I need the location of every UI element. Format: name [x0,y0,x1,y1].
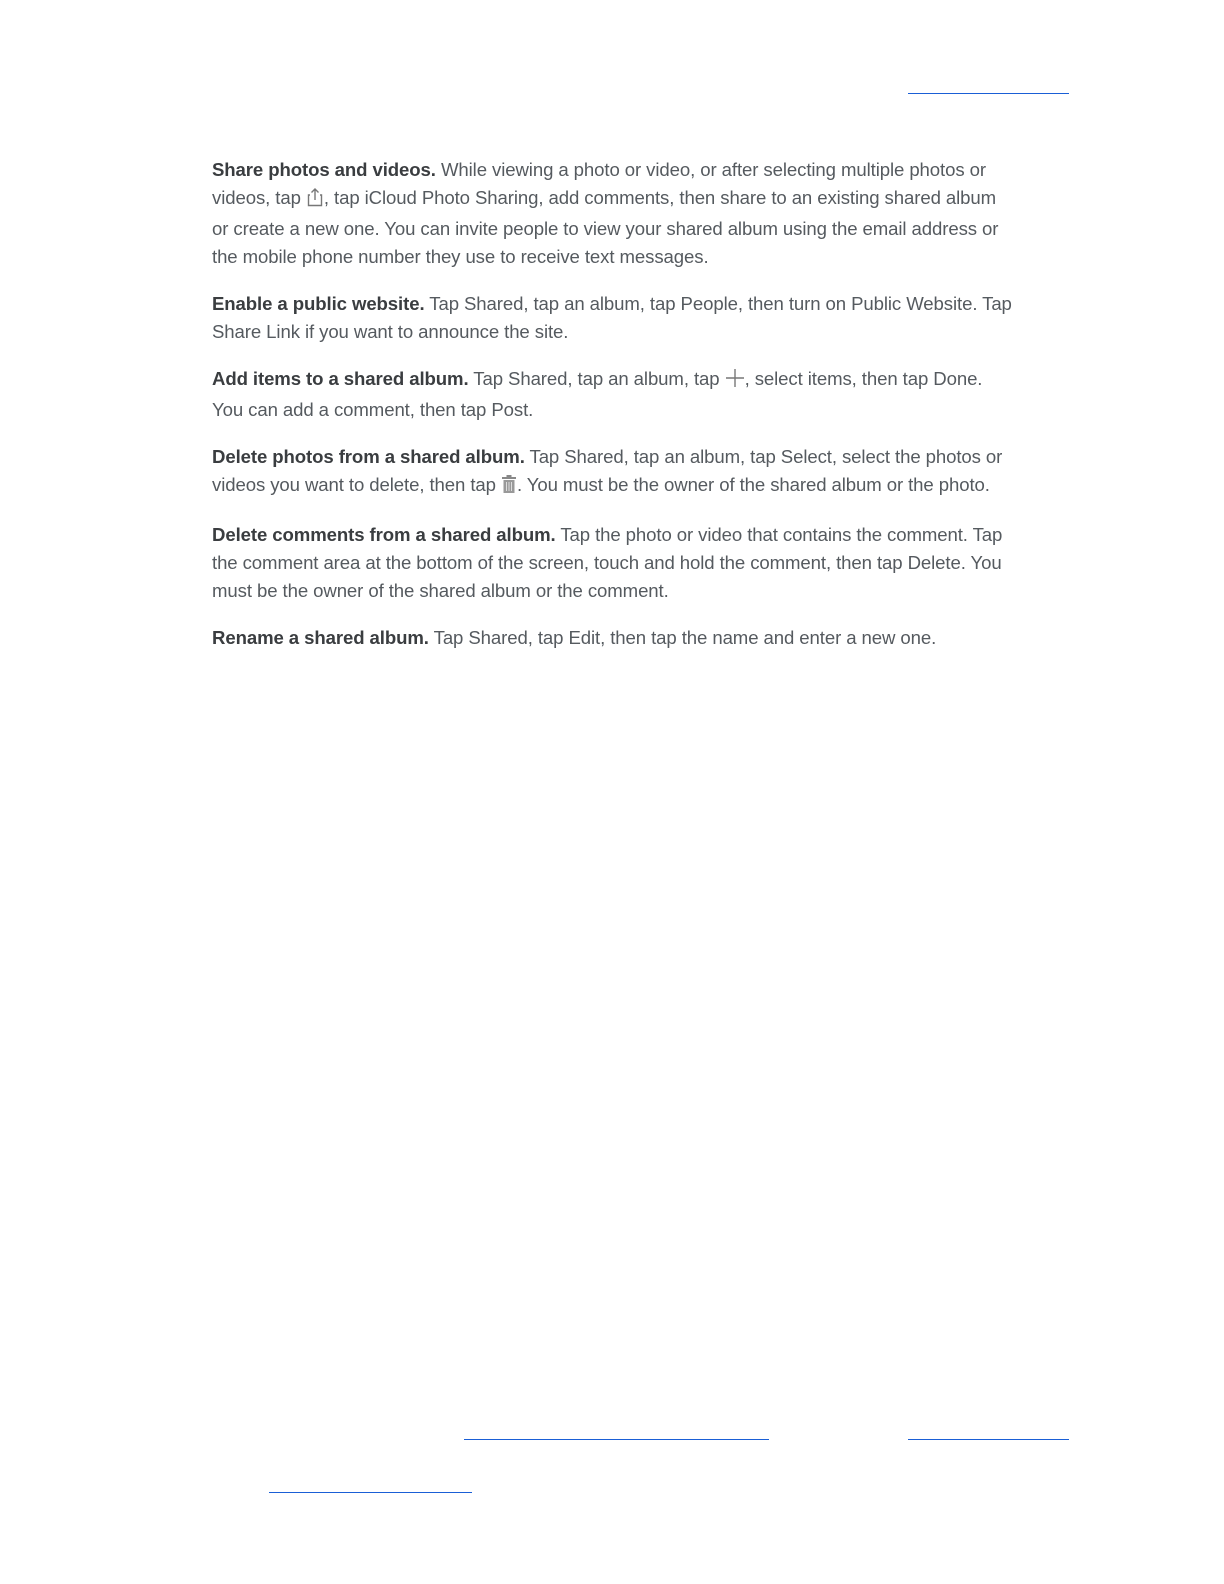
share-icon [306,187,324,215]
paragraph-text: , select items, then tap Done. You can add a comment, then tap Post. [212,368,983,420]
paragraph-heading: Share photos and videos. [212,159,436,180]
paragraph-text: Tap Shared, tap an album, tap [468,368,725,389]
paragraph-delete-photos [212,443,1012,502]
plus-icon [725,368,745,396]
paragraph-heading: Delete comments from a shared album. [212,524,556,545]
paragraph-share-photos [212,156,1012,271]
paragraph-heading: Add items to a shared album. [212,368,469,389]
paragraph-text: . You must be the owner of the shared album or the photo. [516,474,990,495]
paragraph-text: While viewing a photo or video, or after selecting multiple photos or videos, tap [212,159,986,208]
paragraph-text: Tap Shared, tap Edit, then tap the name and enter a new one. [428,627,937,648]
paragraph-heading: Delete photos from a shared album. [212,446,525,467]
document-body [212,156,1012,671]
footer-link-underline[interactable] [908,1439,1069,1440]
footer-link-underline[interactable] [464,1439,769,1440]
footer-link-underline[interactable] [269,1492,472,1493]
paragraph-heading: Enable a public website. [212,293,425,314]
paragraph-text: Tap Shared, tap an album, tap People, then turn on Public Website. Tap Share Link if you want to announce the site. [212,293,1012,342]
header-link-underline[interactable] [908,93,1069,94]
paragraph-add-items [212,365,1012,424]
paragraph-enable-public-website [212,290,1012,346]
trash-icon [501,474,517,502]
paragraph-text: , tap iCloud Photo Sharing, add comments, then share to an existing shared album or create a new one. You can invite people to view your shared album using the email address or the mobile phone number they use to receive text messages. [212,187,999,267]
paragraph-delete-comments [212,521,1012,605]
paragraph-text: Tap Shared, tap an album, tap Select, select the photos or videos you want to delete, then tap [212,446,1003,495]
paragraph-text: Tap the photo or video that contains the comment. Tap the comment area at the bottom of the screen, touch and hold the comment, then tap Delete. You must be the owner of the shared album or the comment. [212,524,1003,601]
paragraph-rename-album [212,624,1012,652]
paragraph-heading: Rename a shared album. [212,627,429,648]
